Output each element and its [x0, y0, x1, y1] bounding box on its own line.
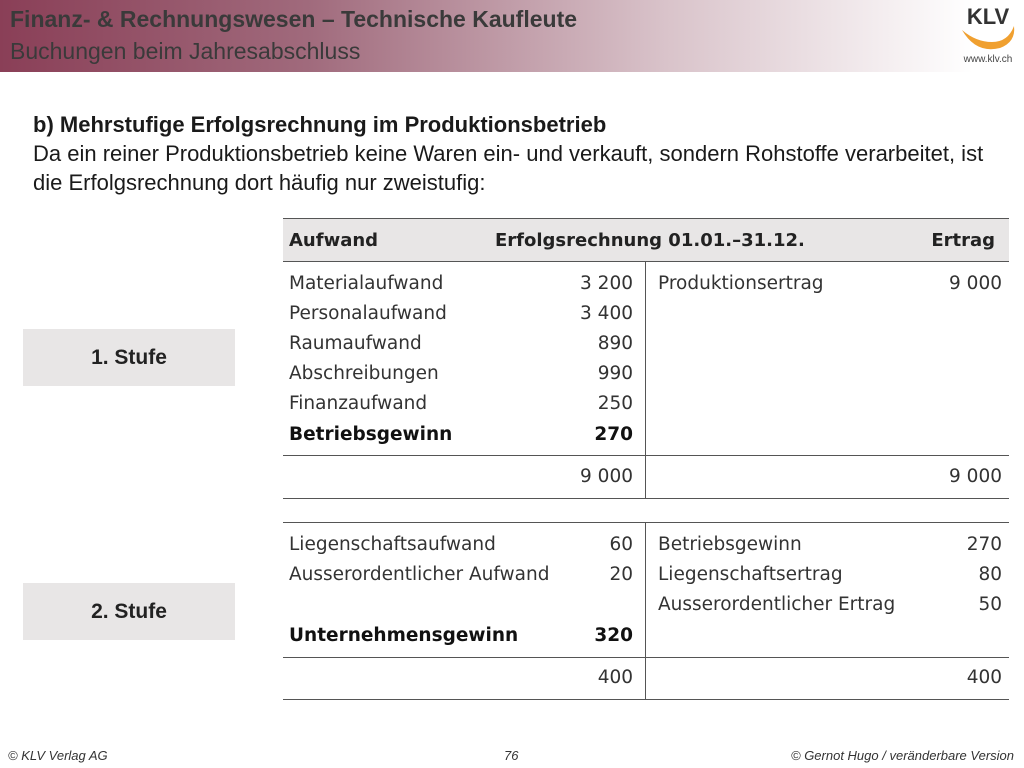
table-header: [283, 218, 1009, 262]
table-row: Liegenschaftsaufwand 60: [289, 534, 633, 555]
header-bar: [0, 0, 1024, 72]
total-divider: [283, 657, 1009, 658]
section-heading: b) Mehrstufige Erfolgsrechnung im Produktionsbetrieb: [33, 112, 607, 137]
total-row-left: 400: [597, 667, 633, 688]
table-row: Abschreibungen 990: [289, 363, 633, 384]
erfolgsrechnung-stage-2: [283, 522, 1009, 702]
column-divider: [645, 261, 646, 498]
section-description: Da ein reiner Produktionsbetrieb keine Waren ein- und verkauft, sondern Rohstoffe verarbeitet, ist die Erfolgsrechnung dort häufig nur zweistufig:: [33, 141, 984, 195]
table-row: Produktionsertrag 9 000: [658, 273, 1002, 294]
table-row: Ausserordentlicher Aufwand 20: [289, 564, 633, 585]
header-aufwand: Aufwand: [289, 230, 379, 251]
total-row-left: 9 000: [580, 466, 633, 487]
total-row-right: 9 000: [949, 466, 1002, 487]
footer-author: © Gernot Hugo / veränderbare Version: [791, 748, 1014, 763]
table-bottom-line: [283, 498, 1009, 499]
total-row-right: 400: [966, 667, 1002, 688]
table-row: Materialaufwand 3 200: [289, 273, 633, 294]
column-divider: [645, 523, 646, 700]
header-title: Erfolgsrechnung 01.01.–31.12.: [495, 230, 805, 251]
stage-2-label: 2. Stufe: [23, 583, 235, 640]
table-row-unternehmensgewinn: Unternehmensgewinn 320: [289, 625, 633, 646]
intro-text: [33, 110, 993, 197]
page-number: 76: [504, 748, 519, 763]
table-row: Raumaufwand 890: [289, 333, 633, 354]
table-row-betriebsgewinn: Betriebsgewinn 270: [289, 424, 633, 445]
logo-text: KLV: [966, 4, 1010, 29]
footer-copyright: © KLV Verlag AG: [8, 748, 108, 763]
klv-logo: [956, 4, 1020, 66]
header-ertrag: Ertrag: [931, 230, 995, 251]
table-row: Personalaufwand 3 400: [289, 303, 633, 324]
stage-1-label: 1. Stufe: [23, 329, 235, 386]
table-row: Betriebsgewinn 270: [658, 534, 1002, 555]
page-title: Finanz- & Rechnungswesen – Technische Kaufleute: [10, 6, 578, 32]
table-row: Finanzaufwand 250: [289, 393, 633, 414]
table-row: Ausserordentlicher Ertrag 50: [658, 594, 1002, 615]
total-divider: [283, 455, 1009, 456]
page-subtitle: Buchungen beim Jahresabschluss: [10, 38, 361, 64]
table-row: Liegenschaftsertrag 80: [658, 564, 1002, 585]
table-bottom-line: [283, 699, 1009, 700]
erfolgsrechnung-stage-1: [283, 218, 1009, 500]
logo-url: www.klv.ch: [963, 54, 1013, 65]
table-top-line: [283, 522, 1009, 523]
